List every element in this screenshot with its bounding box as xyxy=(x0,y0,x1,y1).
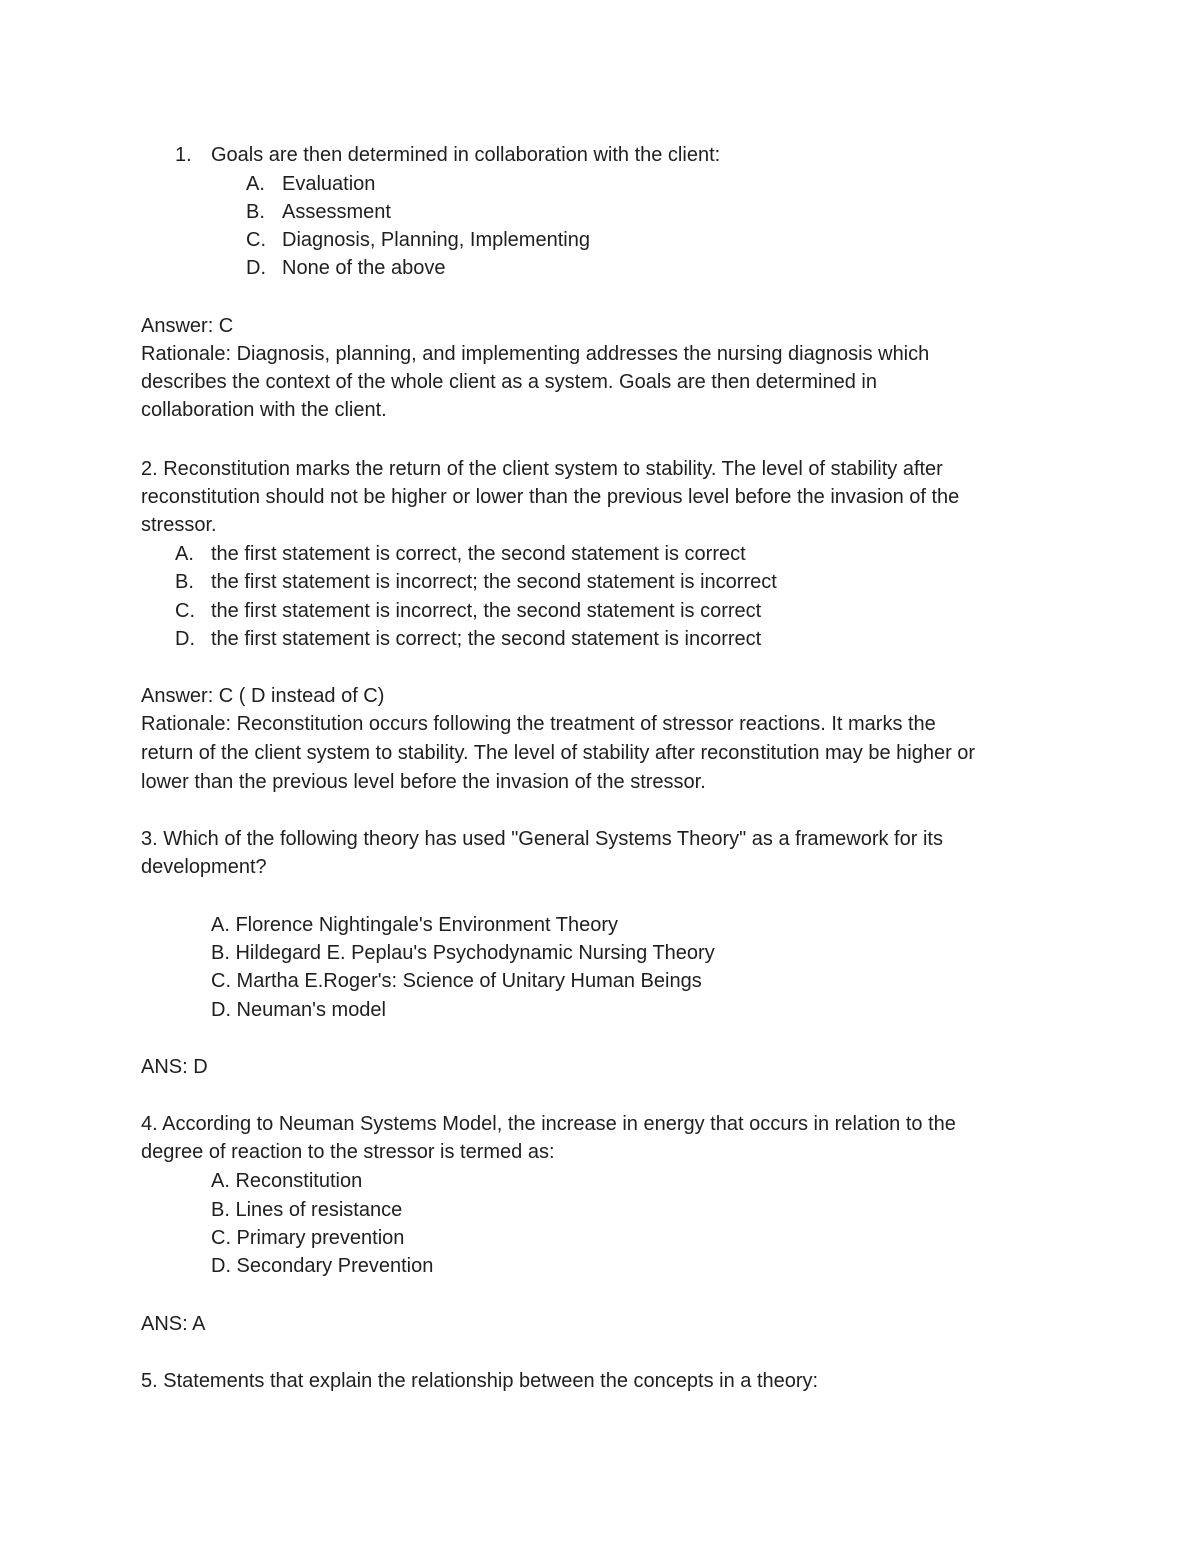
q4-option-a: A. Reconstitution xyxy=(211,1170,363,1192)
q1-number: 1. xyxy=(175,144,192,166)
q2-question-line: stressor. xyxy=(141,514,217,536)
q2-rationale-line: Rationale: Reconstitution occurs following the treatment of stressor reactions. It marks the xyxy=(141,713,936,735)
q4-option-b: B. Lines of resistance xyxy=(211,1199,403,1221)
q1-option-c: Diagnosis, Planning, Implementing xyxy=(282,229,590,251)
q2-rationale-line: return of the client system to stability. The level of stability after reconstitution may be higher or xyxy=(141,742,976,764)
q2-answer: Answer: C ( D instead of C) xyxy=(141,685,385,707)
q3-question-line: development? xyxy=(141,856,267,878)
q2-option-c-letter: C. xyxy=(175,600,195,622)
q1-answer: Answer: C xyxy=(141,315,234,337)
q3-option-b: B. Hildegard E. Peplau's Psychodynamic Nursing Theory xyxy=(211,942,715,964)
q2-option-a: the first statement is correct, the second statement is correct xyxy=(211,543,746,565)
q1-option-a-letter: A. xyxy=(246,173,265,195)
q4-option-c: C. Primary prevention xyxy=(211,1227,405,1249)
q1-rationale-line: describes the context of the whole client as a system. Goals are then determined in xyxy=(141,371,877,393)
q1-option-a: Evaluation xyxy=(282,173,376,195)
q1-option-b-letter: B. xyxy=(246,201,265,223)
q2-option-c: the first statement is incorrect, the second statement is correct xyxy=(211,600,762,622)
q3-question-line: 3. Which of the following theory has used "General Systems Theory" as a framework for its xyxy=(141,828,943,850)
q2-option-b-letter: B. xyxy=(175,571,194,593)
q1-question: Goals are then determined in collaboration with the client: xyxy=(211,144,721,166)
q1-option-d: None of the above xyxy=(282,257,446,279)
q1-option-c-letter: C. xyxy=(246,229,266,251)
q1-option-b: Assessment xyxy=(282,201,391,223)
q5-question: 5. Statements that explain the relationship between the concepts in a theory: xyxy=(141,1370,819,1392)
q4-question-line: 4. According to Neuman Systems Model, the increase in energy that occurs in relation to the xyxy=(141,1113,956,1135)
q1-option-d-letter: D. xyxy=(246,257,266,279)
q2-option-a-letter: A. xyxy=(175,543,194,565)
q4-answer: ANS: A xyxy=(141,1313,206,1335)
q2-option-d-letter: D. xyxy=(175,628,195,650)
q3-option-c: C. Martha E.Roger's: Science of Unitary Human Beings xyxy=(211,970,702,992)
q2-option-b: the first statement is incorrect; the second statement is incorrect xyxy=(211,571,777,593)
q1-rationale-line: Rationale: Diagnosis, planning, and implementing addresses the nursing diagnosis which xyxy=(141,343,930,365)
q2-question-line: reconstitution should not be higher or lower than the previous level before the invasion of the xyxy=(141,486,960,508)
q3-option-a: A. Florence Nightingale's Environment Theory xyxy=(211,914,618,936)
q4-option-d: D. Secondary Prevention xyxy=(211,1255,434,1277)
q4-question-line: degree of reaction to the stressor is termed as: xyxy=(141,1141,555,1163)
q1-rationale-line: collaboration with the client. xyxy=(141,399,387,421)
q3-answer: ANS: D xyxy=(141,1056,208,1078)
q2-question-line: 2. Reconstitution marks the return of the client system to stability. The level of stability after xyxy=(141,458,943,480)
q2-rationale-line: lower than the previous level before the invasion of the stressor. xyxy=(141,771,706,793)
q3-option-d: D. Neuman's model xyxy=(211,999,386,1021)
q2-option-d: the first statement is correct; the second statement is incorrect xyxy=(211,628,762,650)
